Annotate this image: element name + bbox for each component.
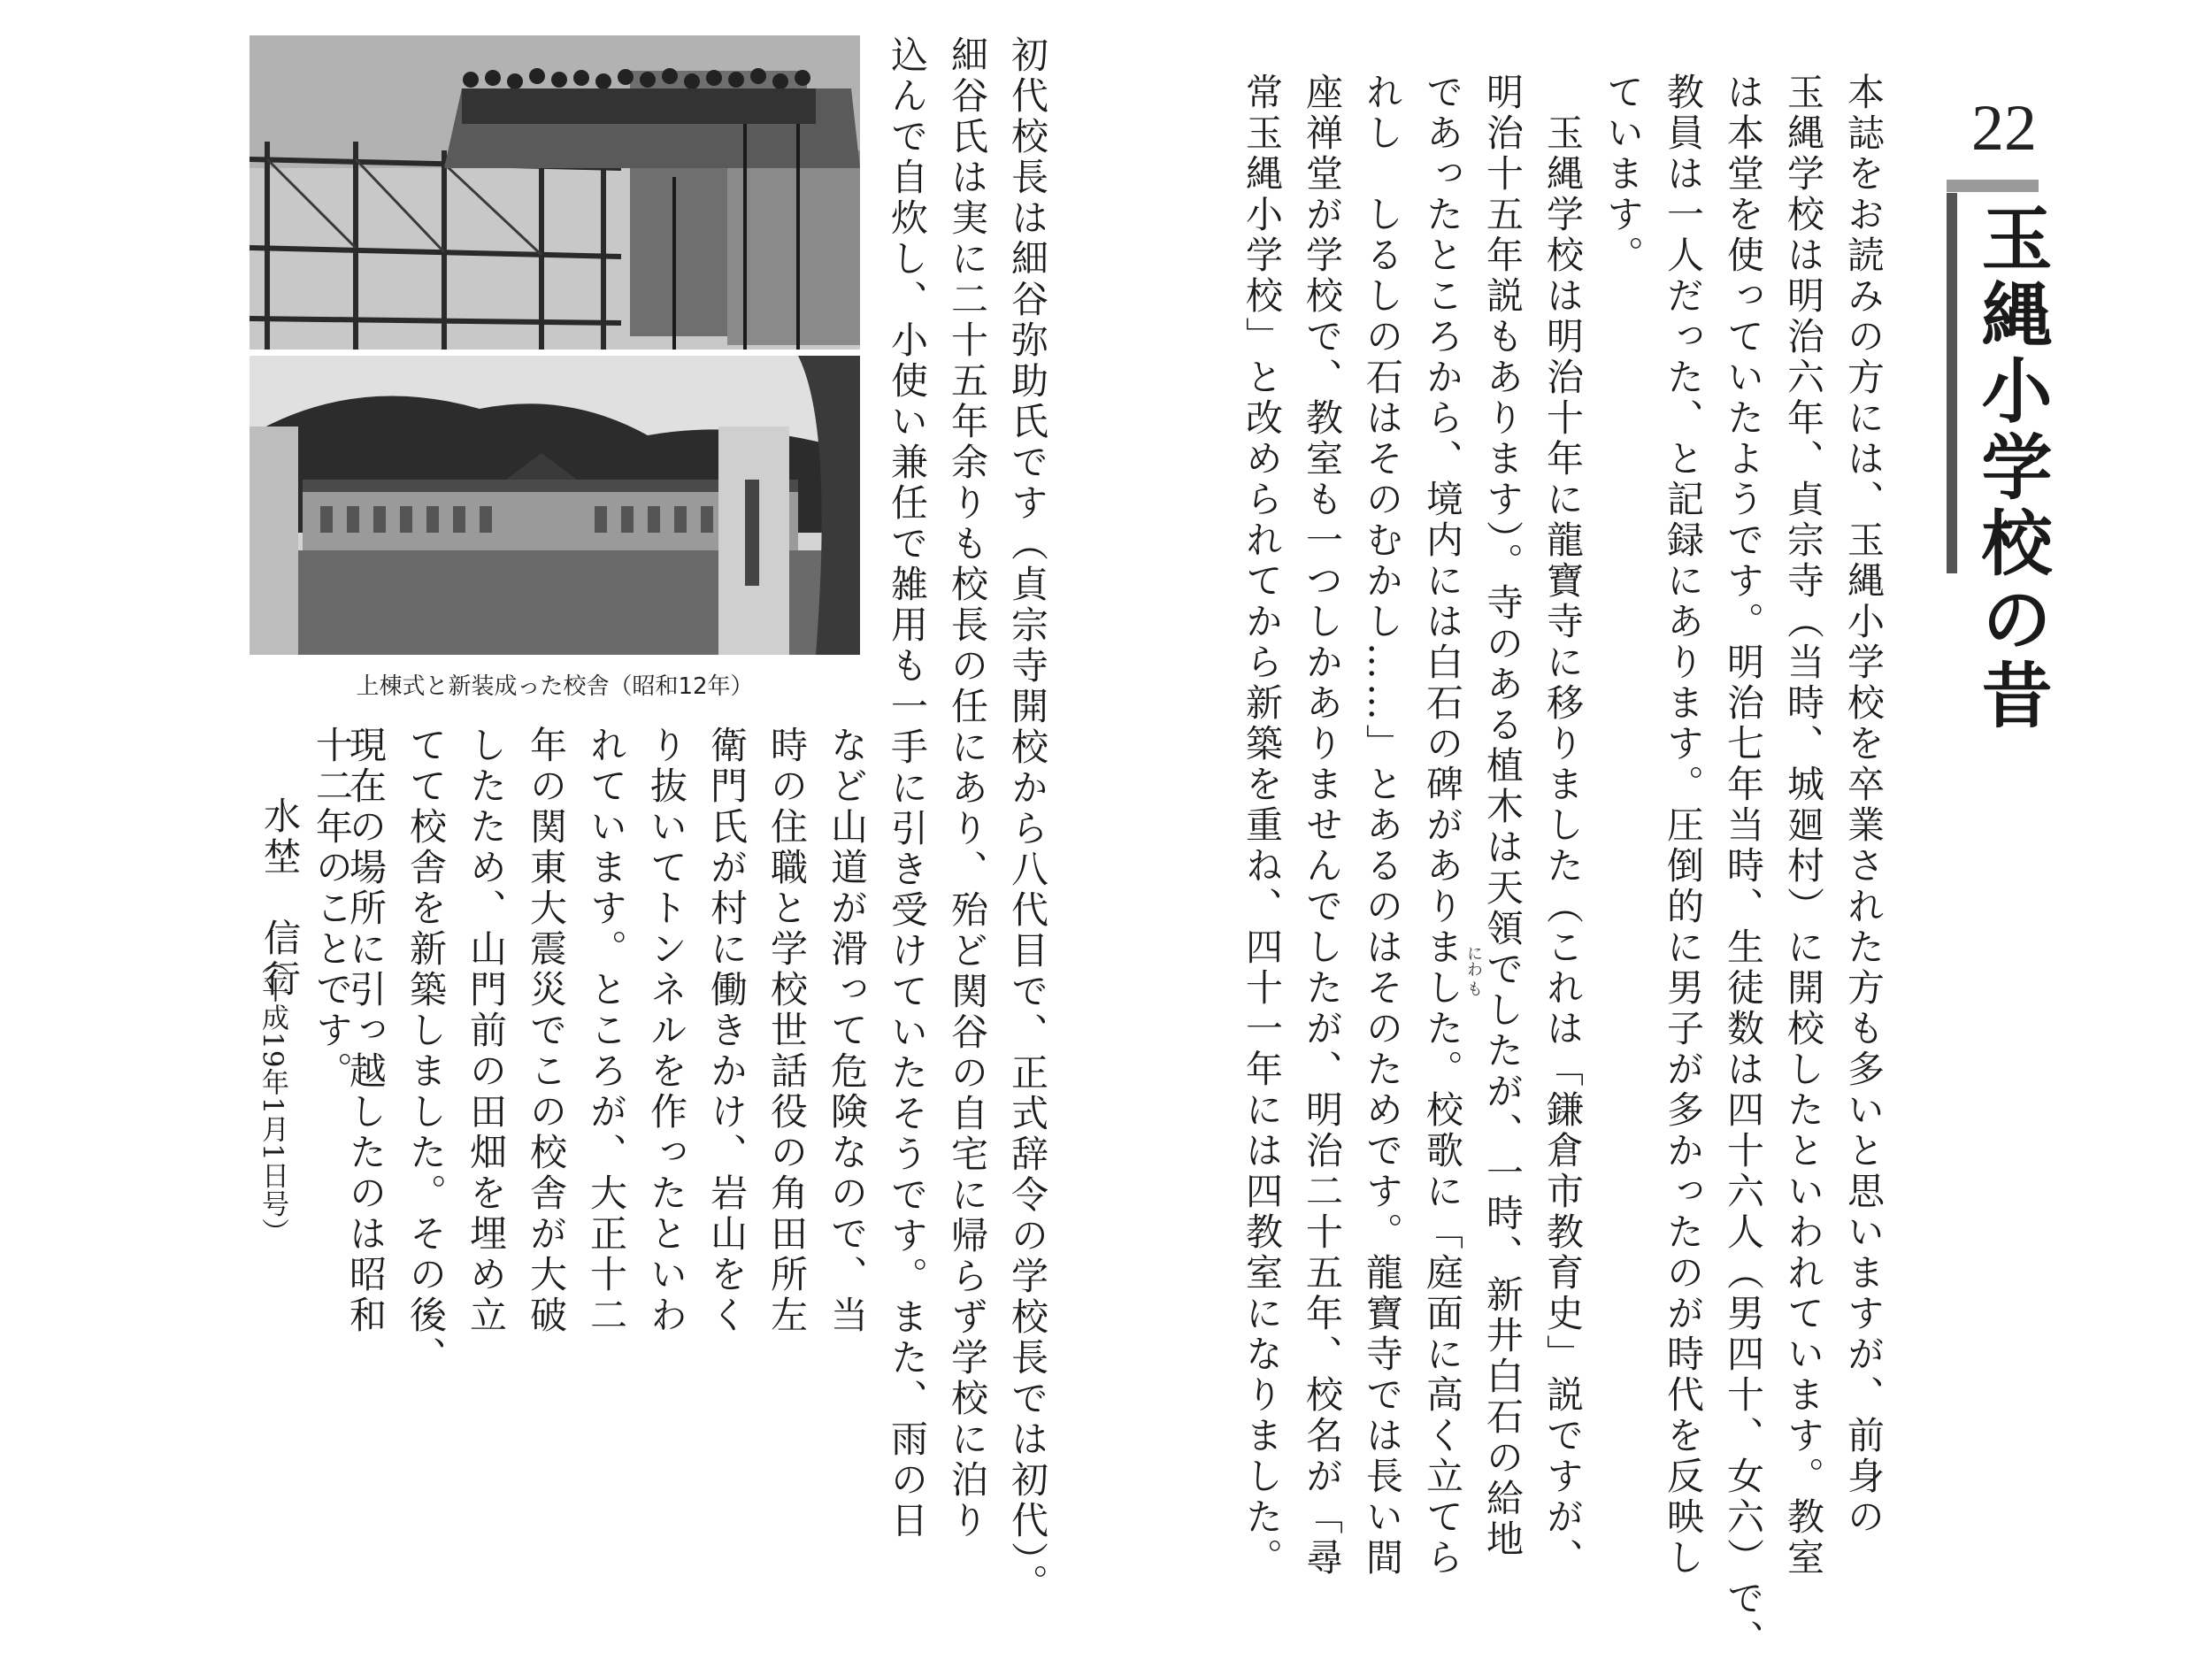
body-column: 常玉縄小学校」と改められてから新築を重ね、四十一年には四教室になりました。 — [1240, 73, 1284, 1579]
body-column: は本堂を使っていたようです。明治七年当時、生徒数は四十六人（男四十、女六）で、 — [1722, 73, 1765, 1660]
body-column: 玉縄学校は明治十年に龍寶寺に移りました（これは「鎌倉市教育史」説ですが、 — [1541, 73, 1585, 1579]
body-column: 細谷氏は実に二十五年余りも校長の任にあり、殆ど関谷の自宅に帰らず学校に泊り — [946, 35, 989, 1541]
body-column: 現在の場所に引っ越したのは昭和 — [344, 726, 388, 1336]
roof-raising-photo-image — [250, 35, 860, 350]
article-title: 玉縄小学校の昔 — [1970, 202, 2053, 734]
author-name: 水埜 信行 — [258, 796, 302, 1000]
photo-new-school-building — [250, 356, 860, 655]
body-column: 初代校長は細谷弥助氏です（貞宗寺開校から八代目で、正式辞令の学校長では初代）。 — [1006, 35, 1049, 1604]
body-column: 込んで自炊し、小使い兼任で雑用も一手に引き受けていたそうです。また、雨の日 — [886, 35, 929, 1541]
body-column: 衛門氏が村に働きかけ、岩山をく — [705, 726, 749, 1336]
body-column: 座禅堂が学校で、教室も一つしかありませんでしたが、明治二十五年、校名が「尋 — [1301, 73, 1344, 1579]
ruby-niwa: にわ — [1464, 945, 1483, 977]
body-column: 明治十五年説もあります）。寺のある植木は天領でしたが、一時、新井白石の給地 — [1481, 73, 1525, 1560]
body-column: 玉縄学校は明治六年、貞宗寺（当時、城廻村）に開校したといわれています。教室 — [1782, 73, 1825, 1579]
school-building-photo-image — [250, 356, 860, 655]
body-column: 教員は一人だった、と記録にあります。圧倒的に男子が多かったのが時代を反映し — [1662, 73, 1705, 1579]
body-column: れし しるしの石はそのむかし……」とあるのはそのためです。龍寶寺では長い間 — [1361, 73, 1404, 1579]
ruby-mo: も — [1464, 980, 1483, 996]
body-column: したため、山門前の田畑を埋め立 — [465, 726, 508, 1336]
body-column: など山道が滑って危険なので、当 — [826, 726, 869, 1336]
photo-caption: 上棟式と新装成った校舎（昭和12年） — [356, 673, 754, 700]
body-column: ています。 — [1601, 73, 1645, 276]
title-bar — [1947, 193, 1957, 573]
body-column: 年の関東大震災でこの校舎が大破 — [525, 726, 568, 1336]
body-column: り抜いてトンネルを作ったといわ — [645, 726, 688, 1336]
article-number: 22 — [1971, 92, 2037, 165]
issue-date: （平成19年1月1日号） — [257, 947, 288, 1247]
body-column: 本誌をお読みの方には、玉縄小学校を卒業された方も多いと思いますが、前身の — [1842, 73, 1886, 1538]
body-column: 時の住職と学校世話役の角田所左 — [765, 726, 809, 1336]
body-column: 十二年のことです。 — [311, 726, 354, 1092]
body-column: であったところから、境内には白石の碑がありました。校歌に「庭面に高く立てら — [1421, 73, 1464, 1579]
title-rule — [1947, 180, 2039, 192]
photo-roof-raising-ceremony — [250, 35, 860, 350]
body-column: てて校舎を新築しました。その後、 — [404, 726, 448, 1377]
body-column: れています。ところが、大正十二 — [585, 726, 628, 1336]
